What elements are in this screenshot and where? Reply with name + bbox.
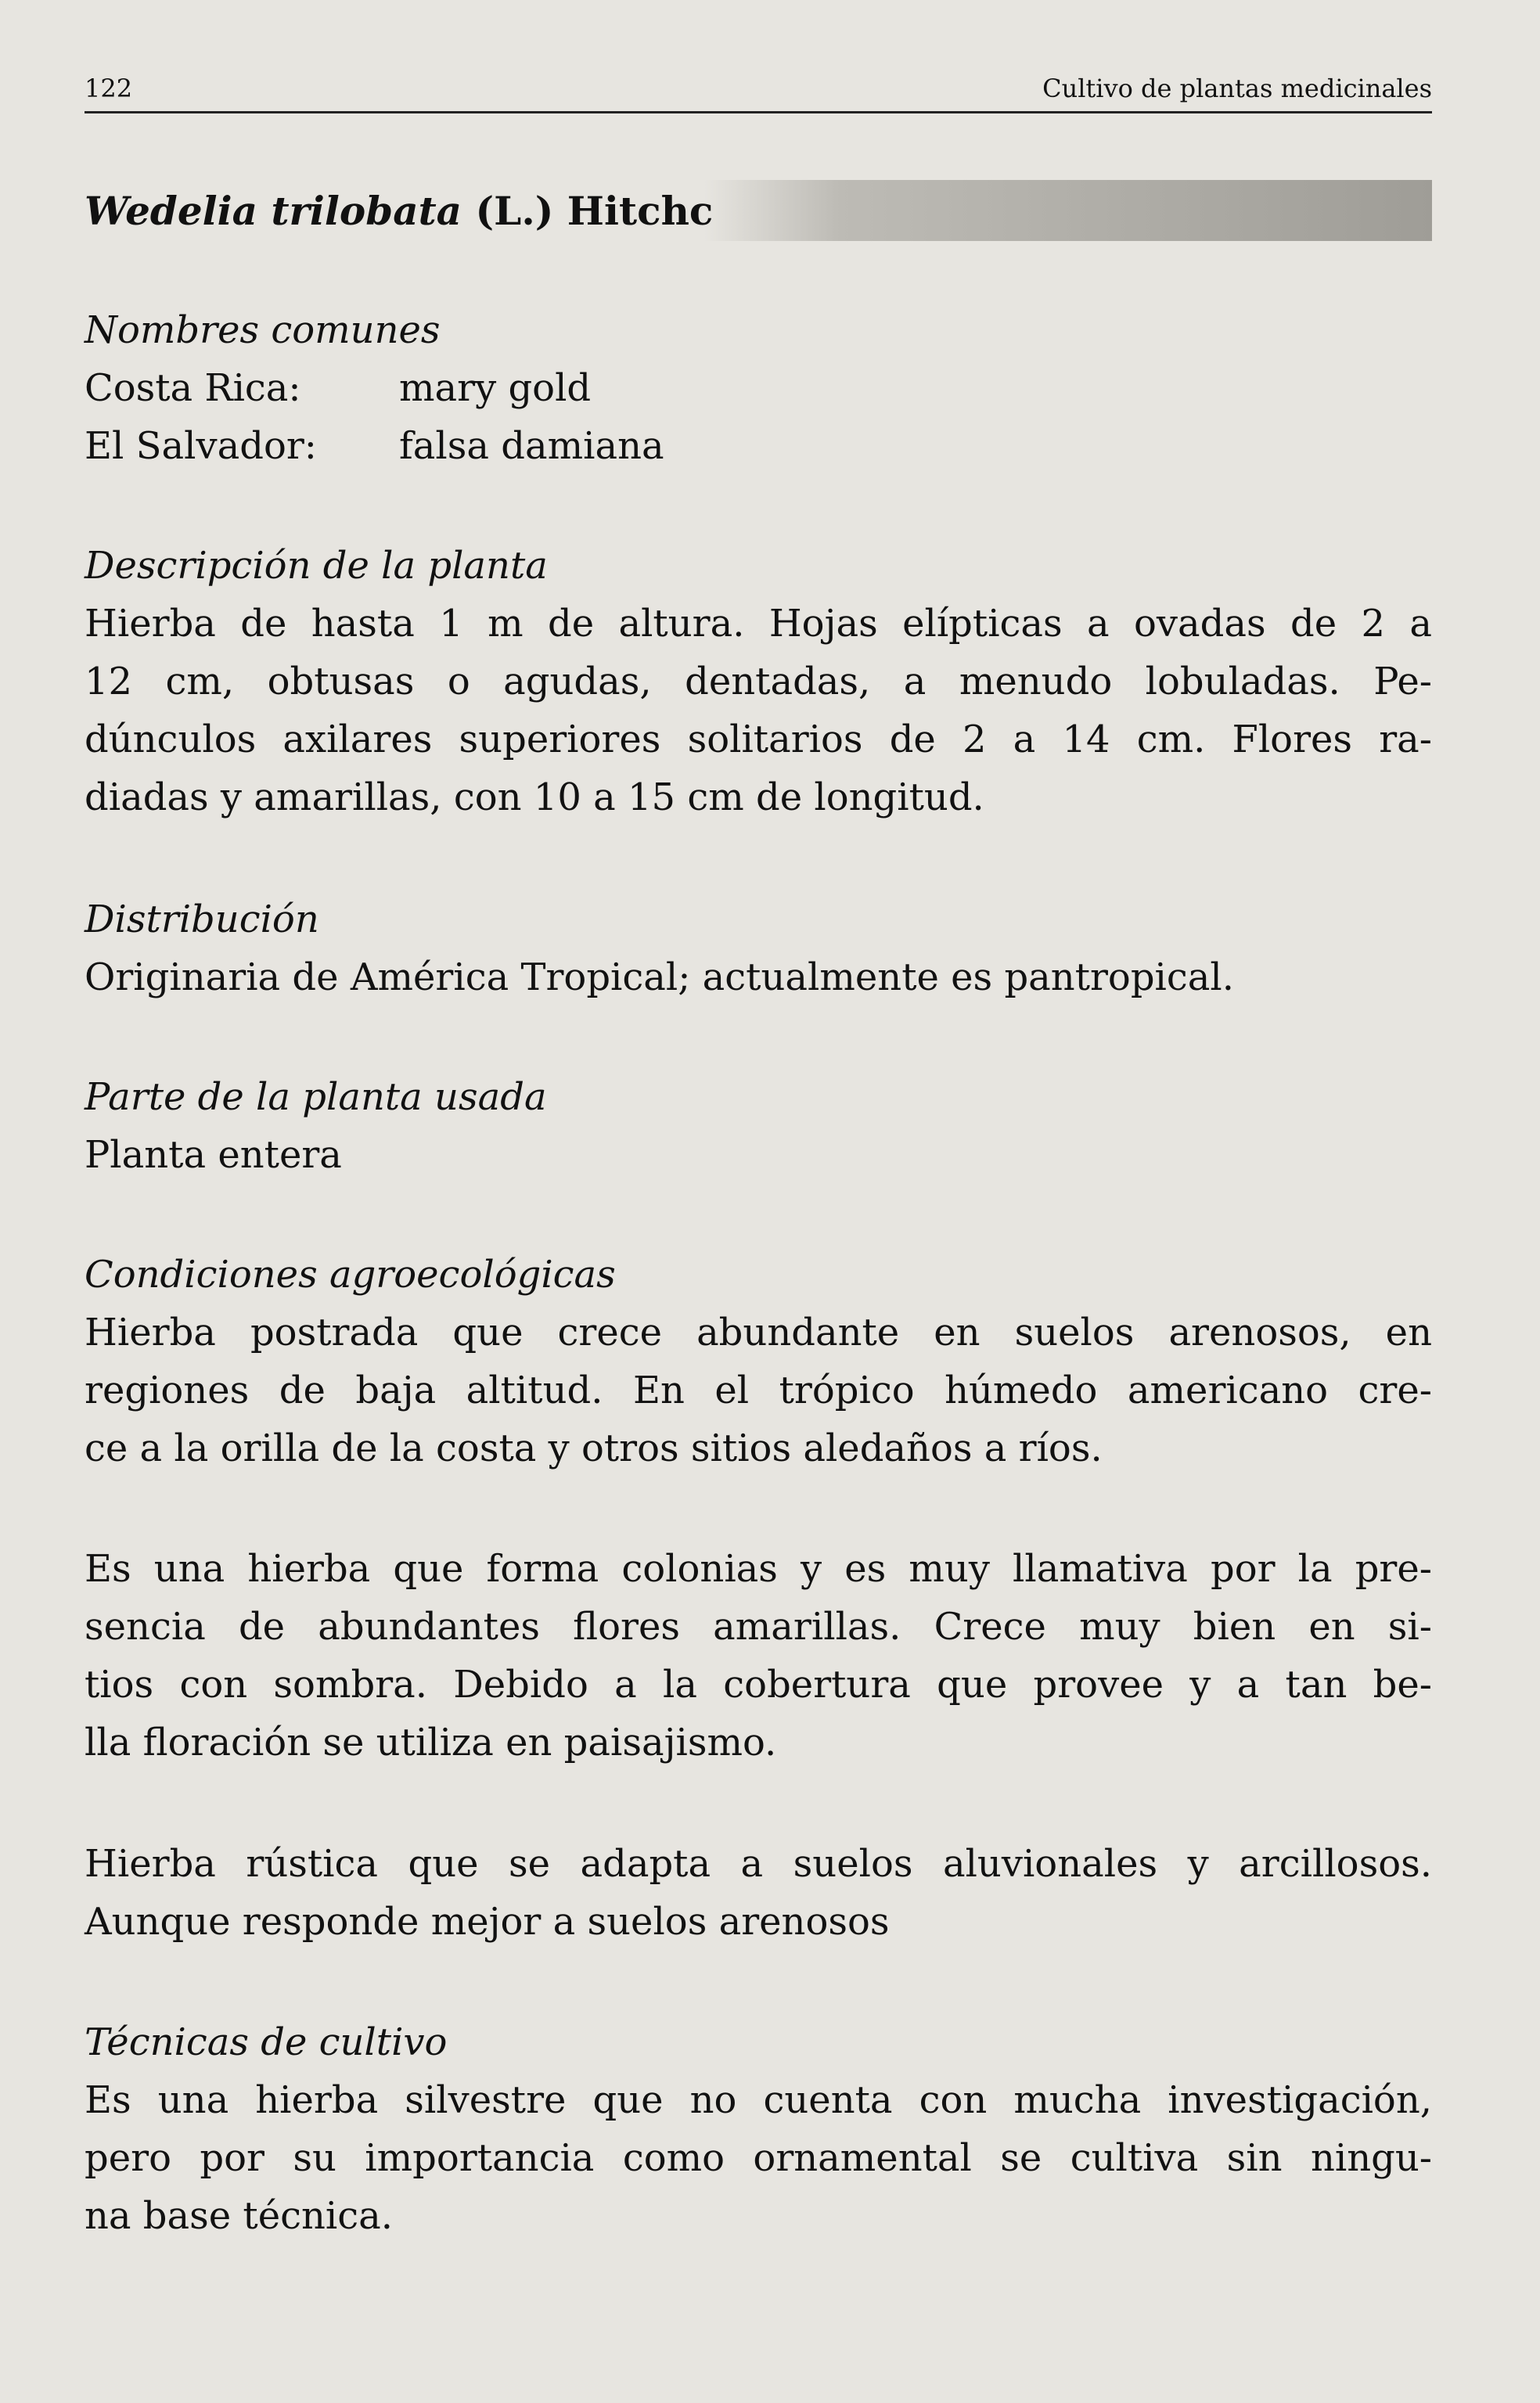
part-used-text: Planta entera — [85, 1133, 342, 1177]
common-name-row — [85, 417, 1432, 475]
cultivation-line: na base técnica. — [85, 2194, 394, 2238]
agro-line: lla floración se utiliza en paisajismo. — [85, 1721, 777, 1764]
agro-line: ce a la orilla de la costa y otros sitios aledaños a ríos. — [85, 1426, 1103, 1470]
distribution-heading: Distribución — [85, 898, 319, 941]
agro-paragraph-3 — [85, 1835, 1432, 1951]
distribution-text: Originaria de América Tropical; actualmente es pantropical. — [85, 955, 1235, 999]
cultivation-heading: Técnicas de cultivo — [85, 2020, 448, 2064]
agro-line: Aunque responde mejor a suelos arenosos — [85, 1900, 890, 1944]
agro-line: sencia de abundantes flores amarillas. Crece muy bien en si- — [85, 1605, 1432, 1649]
common-name-country: El Salvador: — [85, 424, 317, 468]
cultivation-line: pero por su importancia como ornamental se cultiva sin ningu- — [85, 2136, 1432, 2180]
species-author: (L.) Hitchc — [475, 188, 714, 234]
page-number: 122 — [85, 74, 133, 103]
common-names-heading: Nombres comunes — [85, 308, 441, 352]
species-name: Wedelia trilobata — [85, 188, 462, 234]
common-name-value: mary gold — [399, 366, 592, 410]
description-section — [85, 537, 1432, 826]
common-names-section — [85, 301, 1432, 475]
part-used-section — [85, 1068, 1432, 1184]
common-name-value: falsa damiana — [399, 424, 664, 468]
description-heading: Descripción de la planta — [85, 544, 548, 588]
species-title — [85, 188, 713, 234]
agro-conditions-heading: Condiciones agroecológicas — [85, 1253, 616, 1297]
description-line: diadas y amarillas, con 10 a 15 cm de longitud. — [85, 775, 984, 819]
agro-line: Hierba rústica que se adapta a suelos aluvionales y arcillosos. — [85, 1842, 1432, 1886]
running-title: Cultivo de plantas medicinales — [1042, 74, 1432, 103]
cultivation-line: Es una hierba silvestre que no cuenta con mucha investigación, — [85, 2078, 1432, 2122]
agro-line: Es una hierba que forma colonias y es muy llamativa por la pre- — [85, 1547, 1432, 1591]
distribution-section — [85, 890, 1432, 1006]
agro-line: Hierba postrada que crece abundante en suelos arenosos, en — [85, 1311, 1432, 1354]
agro-paragraph-2 — [85, 1540, 1432, 1772]
agro-conditions-section — [85, 1246, 1432, 1477]
species-title-band — [85, 180, 1432, 241]
part-used-heading: Parte de la planta usada — [85, 1075, 547, 1119]
description-line: 12 cm, obtusas o agudas, dentadas, a menudo lobuladas. Pe- — [85, 660, 1432, 703]
agro-line: regiones de baja altitud. En el trópico húmedo americano cre- — [85, 1369, 1432, 1412]
cultivation-section — [85, 2013, 1432, 2245]
page-header — [85, 69, 1432, 113]
description-line: dúnculos axilares superiores solitarios de 2 a 14 cm. Flores ra- — [85, 718, 1432, 761]
description-line: Hierba de hasta 1 m de altura. Hojas elípticas a ovadas de 2 a — [85, 602, 1432, 646]
common-name-country: Costa Rica: — [85, 366, 301, 410]
agro-line: tios con sombra. Debido a la cobertura que provee y a tan be- — [85, 1663, 1432, 1707]
common-name-row — [85, 359, 1432, 417]
